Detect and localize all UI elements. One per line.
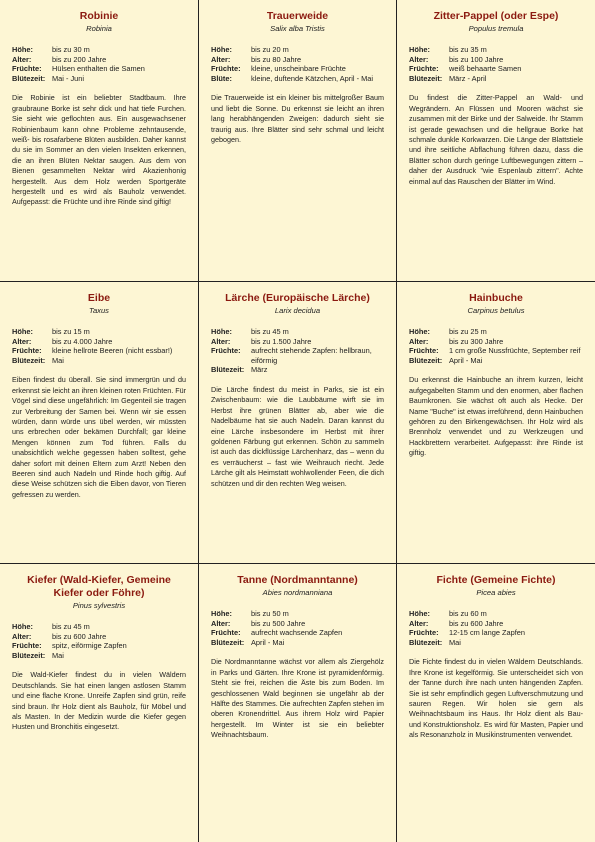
fact-value: bis zu 60 m	[449, 609, 487, 618]
fact-age	[211, 337, 384, 347]
latin-name: Taxus	[89, 306, 109, 315]
fact-height	[409, 327, 583, 337]
latin-name: Robinia	[86, 24, 112, 33]
tree-card-zitter-pappel	[397, 0, 595, 282]
fact-label: Höhe:	[211, 327, 232, 336]
latin-name: Abies nordmanniana	[262, 588, 333, 597]
card-title: Kiefer (Wald-Kiefer, Gemeine Kiefer oder Föhre)	[27, 574, 171, 599]
card-title: Tanne (Nordmanntanne)	[237, 574, 358, 586]
fact-label: Alter:	[211, 336, 231, 346]
fact-bloom	[12, 356, 186, 366]
fact-fruits	[211, 346, 384, 365]
fact-age	[12, 337, 186, 347]
fact-value: bis zu 1.500 Jahre	[251, 336, 312, 346]
card-description: Du erkennst die Hainbuche an ihrem kurzen, leicht aufgegabelten Stamm und den enormen, aber flachen Baumkronen. Sie wächst oft auch als Hecke. Der Name "Buche" ist etwas irreführend, denn Hainbuchen gehören zu den Birkengewächsen. Ihr Holz wird als Brennholz verwendet und zu Werkzeugen und Hackbrettern verarbeitet. Aufgepasst: ihre Rinde ist giftig.	[409, 375, 583, 458]
fact-list	[409, 327, 583, 365]
fact-label: Blütezeit:	[409, 637, 443, 647]
fact-value: Hülsen enthalten die Samen	[52, 64, 145, 74]
fact-height	[409, 45, 583, 55]
fact-bloom	[409, 74, 583, 84]
fact-label: Blütezeit:	[12, 73, 46, 83]
fact-label: Früchte:	[12, 346, 42, 356]
fact-list	[211, 327, 384, 375]
fact-bloom	[211, 638, 384, 648]
fact-label: Alter:	[409, 54, 429, 64]
fact-value: März	[251, 365, 268, 375]
fact-height	[211, 609, 384, 619]
fact-height	[409, 609, 583, 619]
fact-value: März - April	[449, 73, 487, 83]
card-description: Du findest die Zitter-Pappel an Wald- und Wegrändern. An Flüssen und Mooren wächst sie zusammen mit der Birke und der Salweide. Ihr Stamm ist gerade gewachsen und die hellgraue Borke hat schmale dunkle Korkwarzen. Die Länge der Blattstiele und ihre seitliche Abflachung führen dazu, dass die Blätter schon durch geringe Luftbewegungen zittern – daher der Ausdruck "wie Espenlaub zittern". Achte einmal auf das Rauschen der Blätter im Wind.	[409, 93, 583, 186]
card-description: Die Wald-Kiefer findest du in vielen Wäldern Deutschlands. Sie hat einen langen astlosen Stamm und eine flache Krone. Unreife Zapfen sind grün, reife sind braun. Ihr Holz dient als Bauholz, für Möbel und als Masten. In der Medizin wurde die Kiefer gegen Husten und Bronchitis eingesetzt.	[12, 670, 186, 732]
fact-list	[211, 45, 384, 83]
fact-list	[409, 609, 583, 647]
fact-height	[12, 622, 186, 632]
fact-value: 1 cm große Nussfrüchte, September reif	[449, 346, 581, 356]
fact-fruits	[409, 346, 583, 356]
fact-fruits	[409, 64, 583, 74]
card-title: Hainbuche	[469, 292, 523, 304]
fact-value: kleine, duftende Kätzchen, April - Mai	[251, 73, 374, 83]
fact-bloom	[12, 74, 186, 84]
fact-value: bis zu 500 Jahre	[251, 618, 306, 628]
fact-value: bis zu 600 Jahre	[52, 631, 107, 641]
fact-value: bis zu 45 m	[251, 327, 289, 336]
fact-label: Alter:	[409, 336, 429, 346]
card-description: Eiben findest du überall. Sie sind immergrün und du erkennst sie leicht an ihren kleinen roten Früchten. Für Vögel sind diese ungefährlich: Im Gegenteil sie tragen zur Verbreitung der Samen bei. Wenn wir sie essen würden, dann würde uns übel werden, wir müssten uns erbrechen oder bekämen Durchfall; gar kleine Mengen können zum Tod führen. Falls du unabsichtlich welche gegessen haben solltest, gehe daher sofort mit deinen Eltern zum Arzt! Neben den Beeren sind auch Nadeln und Rinde hoch giftig. Auf diese Weise schützen sich die Eiben davor, von Tieren gefressen zu werden.	[12, 375, 186, 499]
fact-label: Höhe:	[409, 609, 430, 618]
fact-value: bis zu 100 Jahre	[449, 54, 504, 64]
fact-value: Mai - Juni	[52, 73, 85, 83]
latin-name: Populus tremula	[468, 24, 524, 33]
fact-label: Alter:	[12, 631, 32, 641]
fact-label: Blütezeit:	[409, 73, 443, 83]
latin-name: Salix alba Tristis	[270, 24, 325, 33]
fact-label: Höhe:	[409, 327, 430, 336]
fact-label: Blüte:	[211, 73, 232, 83]
tree-card-fichte	[397, 564, 595, 842]
fact-label: Früchte:	[409, 346, 439, 356]
fact-value: April - Mai	[251, 637, 285, 647]
fact-list	[12, 327, 186, 365]
fact-fruits	[12, 64, 186, 74]
fact-fruits	[211, 64, 384, 74]
fact-label: Höhe:	[211, 609, 232, 618]
fact-bloom	[211, 74, 384, 84]
card-title: Fichte (Gemeine Fichte)	[436, 574, 556, 586]
fact-age	[409, 55, 583, 65]
tree-card-kiefer	[0, 564, 199, 842]
fact-value: weiß behaarte Samen	[449, 64, 522, 74]
fact-label: Früchte:	[12, 64, 42, 74]
tree-card-eibe	[0, 282, 199, 564]
fact-fruits	[409, 628, 583, 638]
card-description: Die Fichte findest du in vielen Wäldern Deutschlands. Ihre Krone ist kegelförmig. Sie unterscheidet sich von der Tanne durch ihre nach unten hängenden Zapfen. Sie ist sehr empfindlich gegen Luftverschmutzung und sauren Regen. Wir holen sie gern als Weihnachtsbaum ins Haus. Ihr Holz dient als Bau- und Konstruktionsholz. Es wird für Masten, Papier und als Resonanzholz in Musikinstrumenten verwendet.	[409, 657, 583, 740]
fact-label: Früchte:	[409, 64, 439, 74]
tree-card-trauerweide	[199, 0, 397, 282]
fact-label: Höhe:	[12, 622, 33, 631]
tree-card-laerche	[199, 282, 397, 564]
fact-label: Früchte:	[211, 64, 241, 74]
fact-label: Früchte:	[211, 346, 241, 356]
latin-name: Pinus sylvestris	[72, 601, 126, 610]
fact-value: bis zu 200 Jahre	[52, 54, 107, 64]
fact-value: kleine, unscheinbare Früchte	[251, 64, 346, 74]
card-description: Die Nordmanntanne wächst vor allem als Ziergehölz in Parks und Gärten. Ihre Krone ist pyramidenförmig. Steht sie frei, reichen die Äste bis zum Boden. Im geschlossenen Wald beginnen sie ungefähr ab der Hälfte des Stammes. Die aufrechten Zapfen stehen im oberen Kronendrittel. Aus ihrem Holz wird Papier hergestellt. Im Winter ist sie ein beliebter Weihnachtsbaum.	[211, 657, 384, 740]
fact-value: April - Mai	[449, 355, 483, 365]
fact-label: Höhe:	[409, 45, 430, 54]
card-title: Lärche (Europäische Lärche)	[225, 292, 370, 304]
fact-value: kleine hellrote Beeren (nicht essbar!)	[52, 346, 173, 356]
fact-value: bis zu 35 m	[449, 45, 487, 54]
fact-label: Alter:	[12, 336, 32, 346]
fact-bloom	[409, 356, 583, 366]
fact-value: bis zu 600 Jahre	[449, 618, 504, 628]
fact-list	[409, 45, 583, 83]
fact-label: Blütezeit:	[12, 650, 46, 660]
fact-age	[409, 337, 583, 347]
fact-label: Höhe:	[12, 45, 33, 54]
fact-value: Mai	[449, 637, 461, 647]
fact-bloom	[12, 651, 186, 661]
fact-value: bis zu 300 Jahre	[449, 336, 504, 346]
fact-list	[211, 609, 384, 647]
fact-value: aufrecht stehende Zapfen: hellbraun, eiförmig	[251, 346, 372, 365]
fact-value: bis zu 20 m	[251, 45, 289, 54]
fact-value: bis zu 30 m	[52, 45, 90, 54]
fact-label: Blütezeit:	[211, 637, 245, 647]
fact-value: bis zu 4.000 Jahre	[52, 336, 113, 346]
card-title: Robinie	[79, 10, 119, 22]
fact-value: bis zu 25 m	[449, 327, 487, 336]
fact-fruits	[12, 346, 186, 356]
fact-age	[211, 619, 384, 629]
card-title: Trauerweide	[266, 10, 329, 22]
fact-age	[12, 632, 186, 642]
fact-label: Früchte:	[12, 641, 42, 651]
latin-name: Picea abies	[476, 588, 516, 597]
fact-value: Mai	[52, 355, 64, 365]
fact-list	[12, 622, 186, 660]
fact-fruits	[12, 641, 186, 651]
fact-label: Alter:	[409, 618, 429, 628]
fact-bloom	[409, 638, 583, 648]
fact-height	[211, 327, 384, 337]
tree-card-tanne	[199, 564, 397, 842]
fact-list	[12, 45, 186, 83]
card-title: Eibe	[87, 292, 111, 304]
fact-value: Mai	[52, 650, 64, 660]
fact-height	[12, 327, 186, 337]
fact-value: bis zu 15 m	[52, 327, 90, 336]
fact-label: Blütezeit:	[211, 365, 245, 375]
fact-height	[211, 45, 384, 55]
card-description: Die Robinie ist ein beliebter Stadtbaum. Ihre graubraune Borke ist sehr dick und hat tiefe Furchen. Sie sieht wie geflochten aus. Ein ausgewachsener Robinienbaum kann ohne Probleme zehntausende, weiß- bis rosafarbene Blüten ausbilden. Daher kannst du sie im Sommer an den vielen Insekten erkennen, die an ihren Blüten Nektar saugen. Aus dem von Bienen gesammelten Nektar wird Akazienhonig hergestellt. Aus dem Holz werden Sportgeräte hergestellt und es wird als Bauholz verwendet. Aufgepasst: die Früchte und ihre Rinde sind giftig!	[12, 93, 186, 207]
fact-label: Früchte:	[211, 628, 241, 638]
fact-value: bis zu 50 m	[251, 609, 289, 618]
card-description: Die Lärche findest du meist in Parks, sie ist ein Zwischenbaum: wie die Laubbäume wirft sie im Herbst ihre grünen Blätter ab, aber wie die Nadelbäume hat sie auch Nadeln. Daran kannst du eine Lärche insbesondere im Herbst mit ihrer goldenen Färbung gut erkennen. Schön zu sammeln ist auch das dickflüssige Lärchenharz, das – wenn du es verräucherst – fast wie Weihrauch riecht. Jede Lärche gilt als Heimstatt wohlwollender Feen, die dich schützen und dir den rechten Weg weisen.	[211, 384, 384, 488]
fact-value: 12-15 cm lange Zapfen	[449, 628, 526, 638]
latin-name: Carpinus betulus	[467, 306, 525, 315]
fact-value: bis zu 80 Jahre	[251, 54, 302, 64]
fact-age	[12, 55, 186, 65]
fact-label: Alter:	[12, 54, 32, 64]
fact-bloom	[211, 365, 384, 375]
fact-label: Blütezeit:	[12, 355, 46, 365]
card-description: Die Trauerweide ist ein kleiner bis mittelgroßer Baum und liebt die Sonne. Du erkennst sie leicht an ihren lang herabhängenden Zweigen: dadurch sieht sie traurig aus. Ihre Blätter sind sehr schmal und leicht gebogen.	[211, 93, 384, 144]
fact-value: aufrecht wachsende Zapfen	[251, 628, 343, 638]
card-title: Zitter-Pappel (oder Espe)	[433, 10, 559, 22]
fact-label: Blütezeit:	[409, 355, 443, 365]
latin-name: Larix decidua	[274, 306, 321, 315]
fact-age	[409, 619, 583, 629]
fact-age	[211, 55, 384, 65]
fact-label: Höhe:	[12, 327, 33, 336]
fact-value: spitz, eiförmige Zapfen	[52, 641, 127, 651]
tree-card-robinie	[0, 0, 199, 282]
fact-label: Höhe:	[211, 45, 232, 54]
fact-value: bis zu 45 m	[52, 622, 90, 631]
fact-fruits	[211, 628, 384, 638]
fact-height	[12, 45, 186, 55]
fact-label: Früchte:	[409, 628, 439, 638]
tree-card-hainbuche	[397, 282, 595, 564]
fact-label: Alter:	[211, 54, 231, 64]
fact-label: Alter:	[211, 618, 231, 628]
